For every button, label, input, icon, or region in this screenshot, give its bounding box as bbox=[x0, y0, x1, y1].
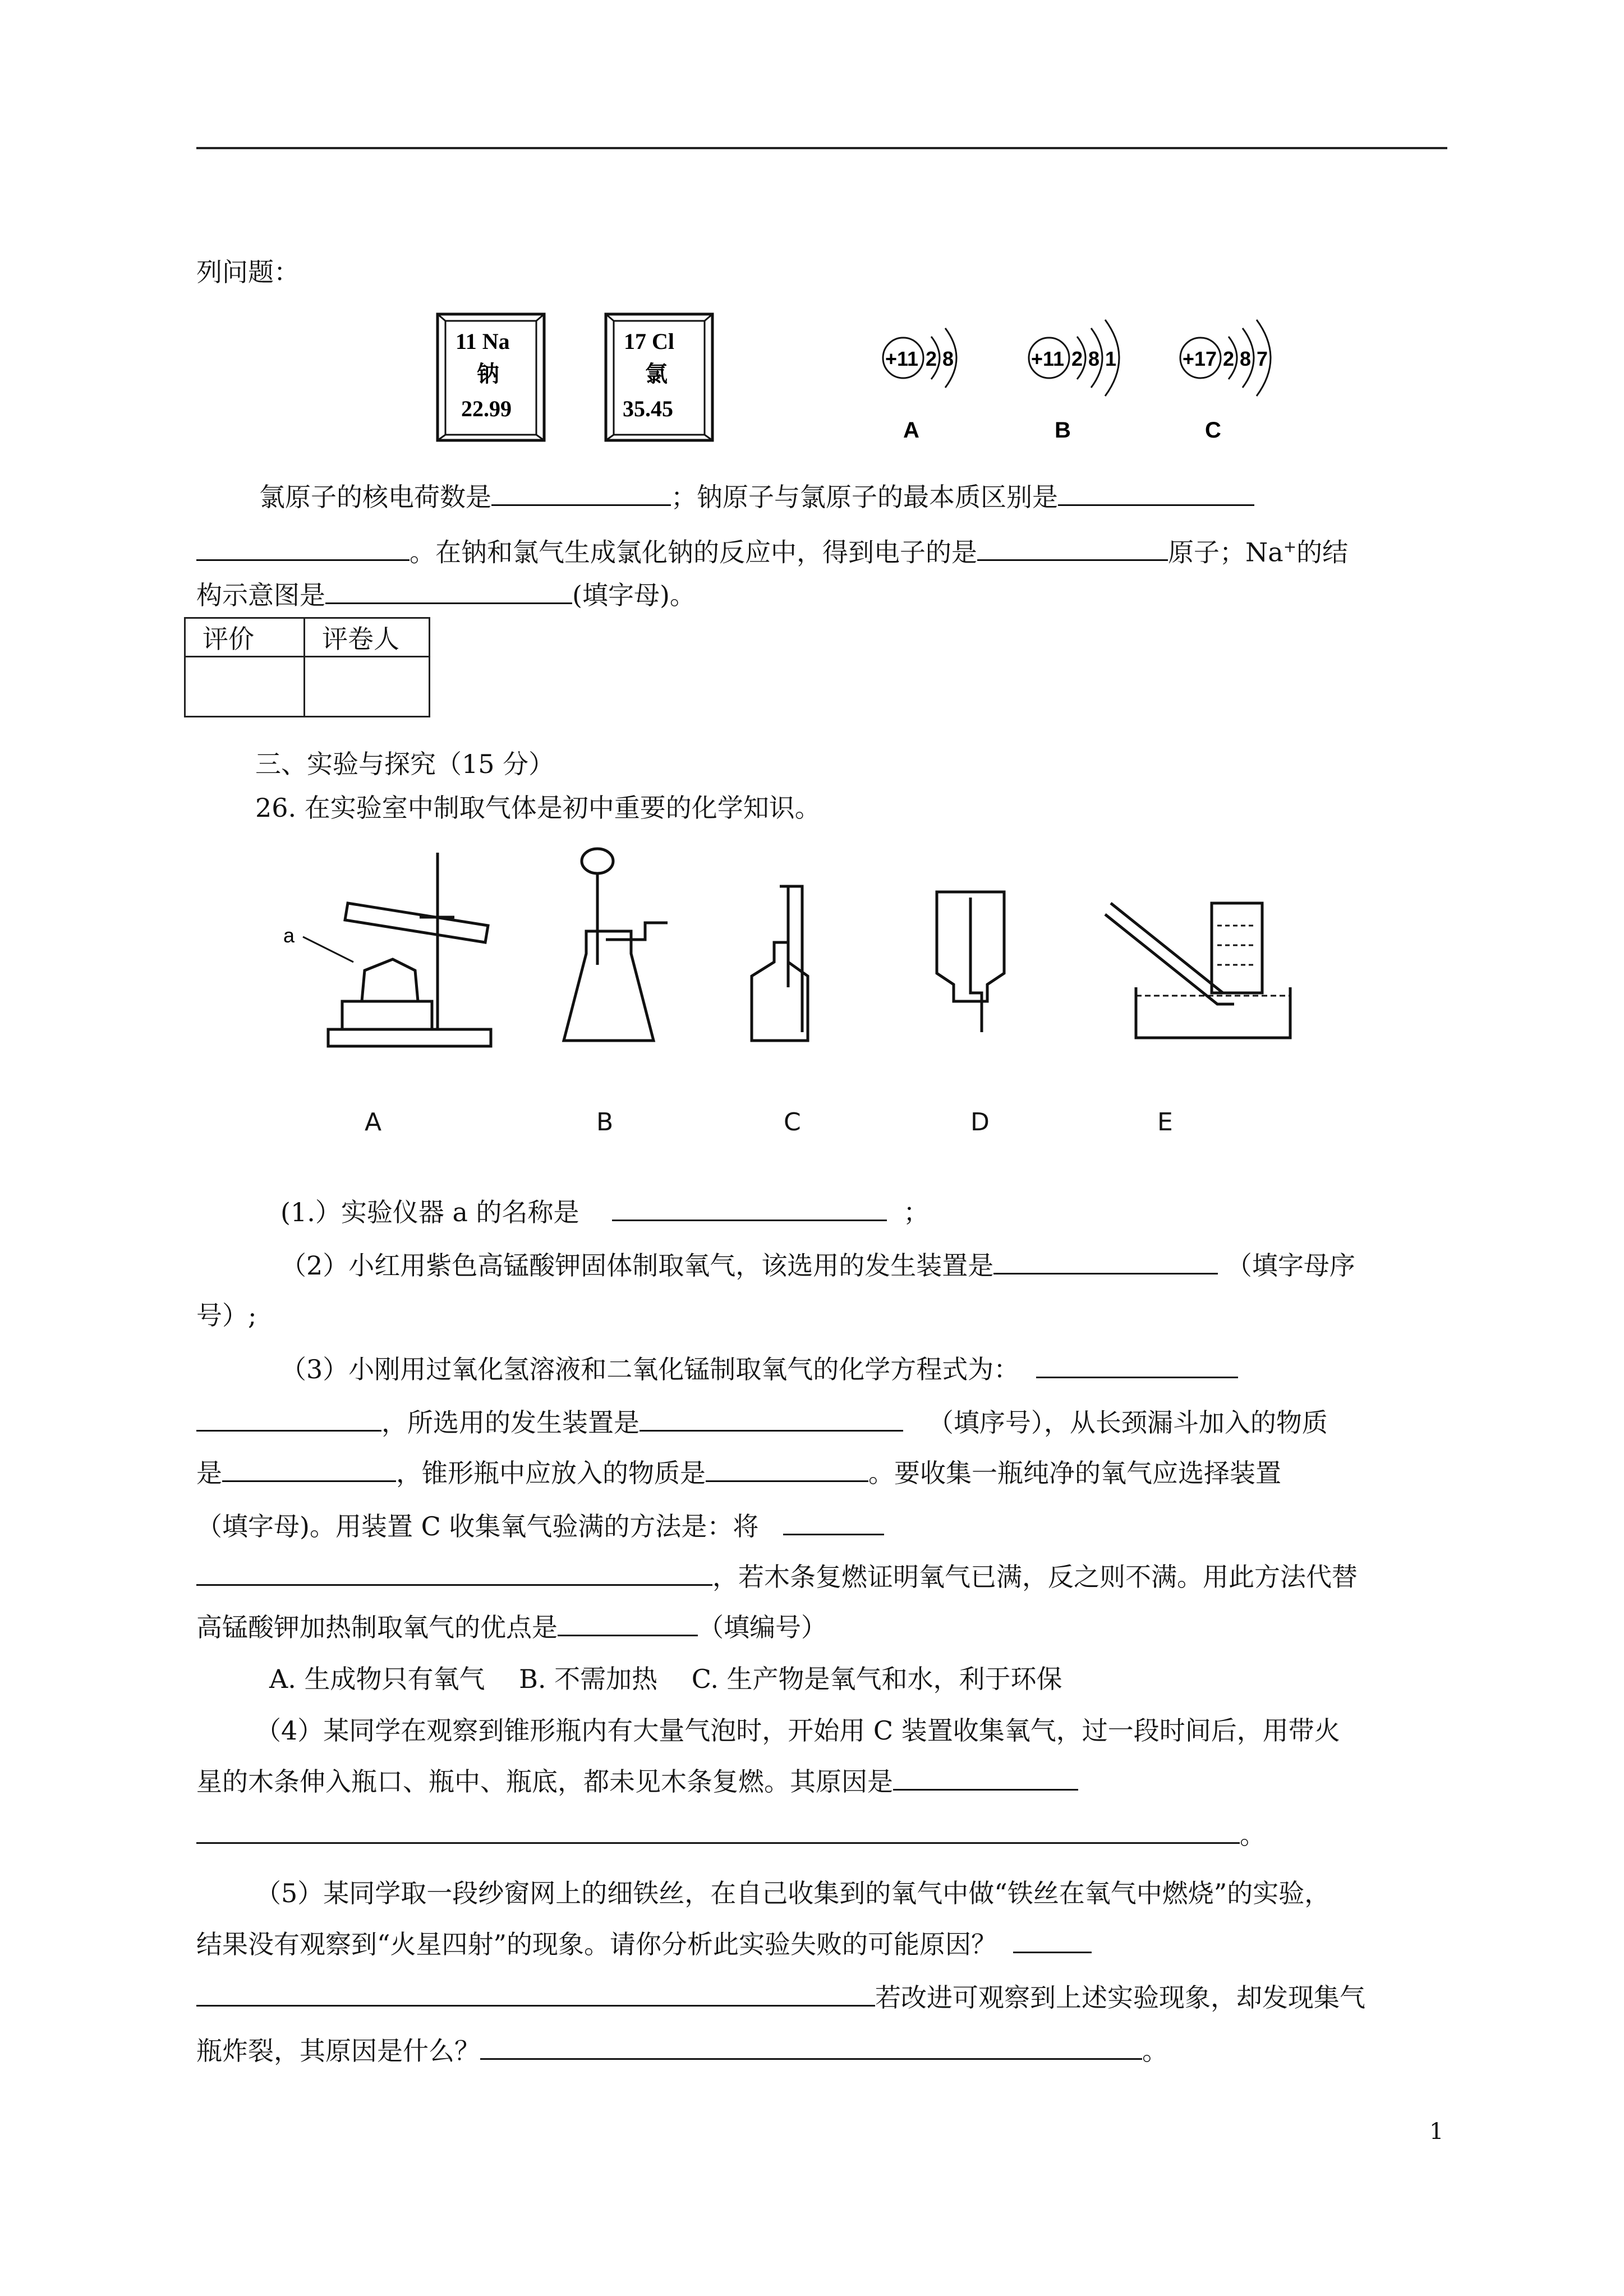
apparatus-b-conical-flask bbox=[564, 849, 668, 1041]
answer-blank-equation[interactable] bbox=[1036, 1352, 1238, 1378]
apparatus-label-a-text: A bbox=[365, 1108, 382, 1137]
answer-blank-failure-reason-cont[interactable] bbox=[196, 1980, 875, 2007]
apparatus-label-b: B bbox=[596, 1108, 614, 1137]
atom-diagram-b bbox=[1029, 320, 1119, 443]
answer-blank-advantage[interactable] bbox=[558, 1610, 698, 1636]
header-lead: 列问题： bbox=[196, 257, 300, 287]
answer-blank-equation-cont[interactable] bbox=[196, 1405, 381, 1432]
q26-part-3-line-5: ，若木条复燃证明氧气已满，反之则不满。用此方法代替 bbox=[196, 1559, 1358, 1594]
grade-header-grader: 评卷人 bbox=[305, 618, 430, 657]
apparatus-a-heating bbox=[303, 853, 491, 1046]
answer-blank-flask-substance[interactable] bbox=[706, 1456, 868, 1482]
q26-part-3-line-1: （3）小刚用过氧化氢溶液和二氧化锰制取氧气的化学方程式为： bbox=[280, 1352, 1238, 1386]
sodium-card bbox=[438, 314, 544, 440]
answer-blank-generator-kmno4[interactable] bbox=[993, 1248, 1218, 1274]
atom-a-nucleus: +11 bbox=[885, 347, 919, 370]
apparatus-a-label-a: a bbox=[283, 924, 295, 947]
q26-part-3-options: A. 生成物只有氧气 B. 不需加热 C. 生产物是氧气和水，利于环保 bbox=[269, 1664, 1062, 1694]
grade-cell-evaluation[interactable] bbox=[185, 657, 305, 717]
apparatus-figure bbox=[280, 841, 1346, 1077]
atom-c-nucleus: +17 bbox=[1183, 347, 1217, 370]
apparatus-c-gas-bottle bbox=[752, 886, 808, 1041]
atom-a-shells: 2 8 bbox=[926, 347, 954, 370]
section-3-title: 三、实验与探究（15 分） bbox=[255, 749, 555, 779]
chlorine-mass: 35.45 bbox=[623, 396, 673, 421]
sodium-mass: 22.99 bbox=[461, 396, 512, 421]
answer-blank-difference[interactable] bbox=[1058, 480, 1254, 506]
atom-a-label: A bbox=[903, 418, 919, 443]
answer-blank-test-method[interactable] bbox=[783, 1509, 884, 1535]
answer-blank-apparatus-a[interactable] bbox=[612, 1195, 887, 1221]
answer-blank-test-method-cont[interactable] bbox=[196, 1559, 712, 1586]
q26-part-4-line-3: 。 bbox=[196, 1818, 1266, 1852]
answer-blank-generator-h2o2[interactable] bbox=[640, 1405, 903, 1432]
apparatus-label-c: C bbox=[784, 1108, 801, 1137]
answer-blank-structure[interactable] bbox=[325, 578, 572, 604]
sodium-name: 钠 bbox=[477, 361, 499, 387]
chlorine-card bbox=[606, 314, 712, 440]
apparatus-d-inverted-bottle bbox=[937, 892, 1004, 1032]
q26-part-2: （2）小红用紫色高锰酸钾固体制取氧气，该选用的发生装置是 （填字母序 bbox=[280, 1248, 1355, 1282]
atom-diagram-a bbox=[883, 328, 956, 443]
q26-part-4-line-2: 星的木条伸入瓶口、瓶中、瓶底，都未见木条复燃。其原因是 bbox=[196, 1764, 1078, 1798]
q26-part-3-line-6: 高锰酸钾加热制取氧气的优点是 （填编号） bbox=[196, 1610, 827, 1644]
answer-blank-burst-reason[interactable] bbox=[480, 2033, 1142, 2060]
page-number: 1 bbox=[1429, 2119, 1444, 2145]
atom-c-label: C bbox=[1205, 418, 1221, 443]
answer-blank-failure-reason[interactable] bbox=[1013, 1927, 1092, 1953]
answer-blank-reason-4-cont[interactable] bbox=[196, 1818, 1240, 1844]
q26-part-1: (1.）实验仪器 a 的名称是 ； bbox=[280, 1195, 929, 1229]
grade-table bbox=[184, 617, 430, 717]
q26-part-5-line-2: 结果没有观察到“火星四射”的现象。请你分析此实验失败的可能原因？ bbox=[196, 1927, 1092, 1961]
grade-header-evaluation: 评价 bbox=[185, 618, 305, 657]
atom-b-shells: 2 8 1 bbox=[1071, 347, 1117, 370]
atom-b-label: B bbox=[1055, 418, 1071, 443]
q26-part-4-line-1: （4）某同学在观察到锥形瓶内有大量气泡时，开始用 C 装置收集氧气，过一段时间后，用带火 bbox=[255, 1715, 1340, 1746]
q26-part-5-line-1: （5）某同学取一段纱窗网上的细铁丝，在自己收集到的氧气中做“铁丝在氧气中燃烧”的实验， bbox=[255, 1878, 1331, 1908]
apparatus-label-e: E bbox=[1157, 1108, 1173, 1137]
answer-blank-difference-cont[interactable] bbox=[196, 535, 410, 561]
element-cards-figure bbox=[432, 309, 724, 449]
atom-c-shells: 2 8 7 bbox=[1223, 347, 1268, 370]
question-26-title: 26. 在实验室中制取气体是初中重要的化学知识。 bbox=[255, 793, 821, 823]
q26-part-3-line-2: ，所选用的发生装置是 （填序号），从长颈漏斗加入的物质 bbox=[196, 1405, 1328, 1439]
apparatus-e-water-trough bbox=[1105, 903, 1290, 1038]
answer-blank-charge[interactable] bbox=[491, 480, 671, 506]
q26-part-3-line-3: 是 ，锥形瓶中应放入的物质是 。要收集一瓶纯净的氧气应选择装置 bbox=[196, 1456, 1281, 1490]
header-rule bbox=[196, 147, 1447, 149]
q25-line-2: 。在钠和氯气生成氯化钠的反应中，得到电子的是 原子；Na+的结 bbox=[196, 530, 1348, 569]
q26-part-3-line-4: （填字母)。用装置 C 收集氧气验满的方法是：将 bbox=[196, 1509, 884, 1543]
chlorine-name: 氯 bbox=[645, 361, 668, 387]
q25-line-1: 氯原子的核电荷数是 ；钠原子与氯原子的最本质区别是 bbox=[259, 480, 1254, 514]
q26-part-5-line-4: 瓶炸裂，其原因是什么？ 。 bbox=[196, 2033, 1168, 2068]
q26-part-2-cont: 号）; bbox=[196, 1300, 257, 1331]
grade-cell-grader[interactable] bbox=[305, 657, 430, 717]
apparatus-label-d: D bbox=[970, 1108, 990, 1137]
atom-b-nucleus: +11 bbox=[1031, 347, 1065, 370]
atom-structure-figure bbox=[869, 297, 1296, 454]
answer-blank-funnel-substance[interactable] bbox=[222, 1456, 396, 1482]
q26-part-5-line-3: 若改进可观察到上述实验现象，却发现集气 bbox=[196, 1980, 1365, 2014]
q25-line-3: 构示意图是 (填字母)。 bbox=[196, 578, 696, 612]
atom-diagram-c bbox=[1180, 320, 1271, 443]
answer-blank-reason-4[interactable] bbox=[893, 1764, 1078, 1791]
chlorine-number-symbol: 17 Cl bbox=[624, 329, 674, 354]
sodium-number-symbol: 11 Na bbox=[456, 329, 510, 354]
answer-blank-electron-gainer[interactable] bbox=[977, 535, 1168, 561]
